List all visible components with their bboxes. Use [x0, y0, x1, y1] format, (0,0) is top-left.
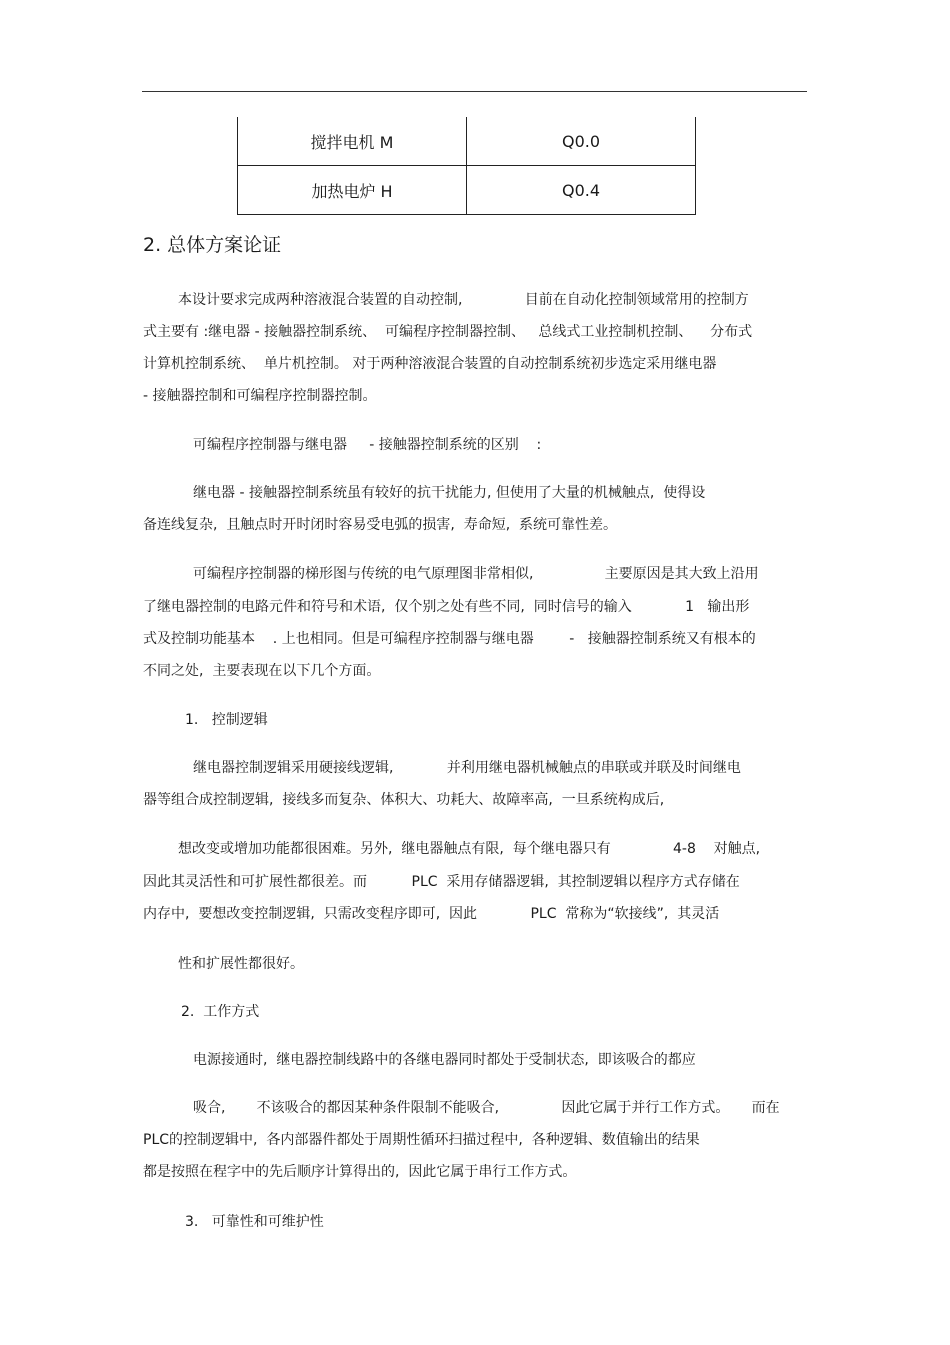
paragraph-line: 电源接通时, 继电器控制线路中的各继电器同时都处于受制状态, 即该吸合的都应 [193, 1052, 696, 1068]
paragraph-line: 计算机控制系统、 单片机控制。 对于两种溶液混合装置的自动控制系统初步选定采用继电器 [143, 356, 717, 372]
paragraph-line: 可编程序控制器与继电器 - 接触器控制系统的区别 : [193, 437, 542, 453]
address-cell: Q0.0 [467, 117, 696, 166]
list-heading: 3. 可靠性和可维护性 [185, 1214, 324, 1230]
paragraph-line: 继电器控制逻辑采用硬接线逻辑, 并利用继电器机械触点的串联或并联及时间继电 [193, 760, 741, 776]
list-heading: 2. 工作方式 [181, 1004, 260, 1020]
address-cell: Q0.4 [467, 166, 696, 215]
paragraph-line: 本设计要求完成两种溶液混合装置的自动控制, 目前在自动化控制领域常用的控制方 [178, 292, 749, 308]
device-cell: 搅拌电机 M [238, 117, 467, 166]
paragraph-line: 器等组合成控制逻辑, 接线多而复杂、体积大、功耗大、故障率高, 一旦系统构成后, [143, 792, 665, 808]
paragraph-line: 了继电器控制的电路元件和符号和术语, 仅个别之处有些不同, 同时信号的输入 1 输出形 [143, 599, 750, 615]
paragraph-line: 性和扩展性都很好。 [178, 956, 304, 972]
list-heading: 1. 控制逻辑 [185, 712, 268, 728]
paragraph-line: 式及控制功能基本 . 上也相同。但是可编程序控制器与继电器 - 接触器控制系统又有根本的 [143, 631, 756, 647]
paragraph-line: 内存中, 要想改变控制逻辑, 只需改变程序即可, 因此 PLC 常称为“软接线”, 其灵活 [143, 906, 720, 922]
paragraph-line: 想改变或增加功能都很困难。另外, 继电器触点有限, 每个继电器只有 4-8 对触点, [178, 841, 761, 857]
table-row [238, 166, 696, 215]
paragraph-line: 不同之处, 主要表现在以下几个方面。 [143, 663, 381, 679]
paragraph-line: 吸合, 不该吸合的都因某种条件限制不能吸合, 因此它属于并行工作方式。 而在 [193, 1100, 780, 1116]
paragraph-line: 继电器 - 接触器控制系统虽有较好的抗干扰能力, 但使用了大量的机械触点, 使得设 [193, 485, 706, 501]
paragraph-line: 可编程序控制器的梯形图与传统的电气原理图非常相似, 主要原因是其大致上沿用 [193, 566, 759, 582]
paragraph-line: 式主要有 :继电器 - 接触器控制系统、 可编程序控制器控制、 总线式工业控制机控制、 分布式 [143, 324, 753, 340]
paragraph-line: PLC的控制逻辑中, 各内部器件都处于周期性循环扫描过程中, 各种逻辑、数值输出的结果 [143, 1132, 700, 1148]
table-row [238, 117, 696, 166]
paragraph-line: 都是按照在程字中的先后顺序计算得出的, 因此它属于串行工作方式。 [143, 1164, 577, 1180]
paragraph-line: 因此其灵活性和可扩展性都很差。而 PLC 采用存储器逻辑, 其控制逻辑以程序方式存储在 [143, 874, 740, 890]
paragraph-line: 备连线复杂, 且触点时开时闭时容易受电弧的损害, 寿命短, 系统可靠性差。 [143, 517, 618, 533]
io-address-table [237, 117, 696, 215]
header-rule [142, 91, 807, 92]
device-cell: 加热电炉 H [238, 166, 467, 215]
section-heading: 2. 总体方案论证 [143, 234, 282, 256]
paragraph-line: - 接触器控制和可编程序控制器控制。 [143, 388, 377, 404]
